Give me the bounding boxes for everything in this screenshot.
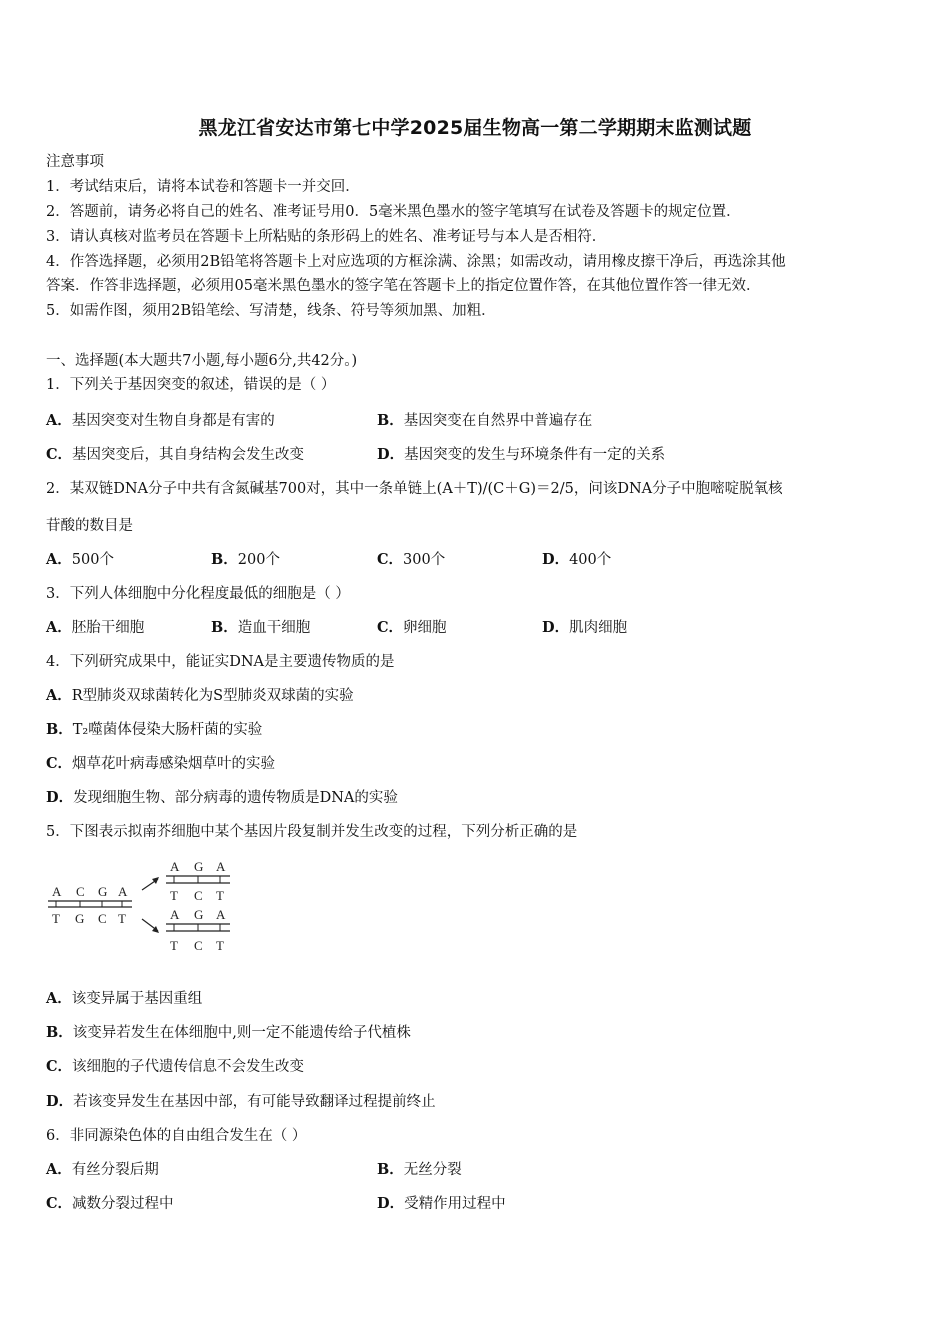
base-label: G xyxy=(75,911,85,926)
option-c: C．卵细胞 xyxy=(377,619,447,636)
question-stem: 2．某双链DNA分子中共有含氮碱基700对，其中一条单链上(A＋T)/(C＋G)＝2/5，问该DNA分子中胞嘧啶脱氧核 xyxy=(46,481,783,497)
question-stem: 4．下列研究成果中，能证实DNA是主要遗传物质的是 xyxy=(46,654,395,670)
question-stem: 1．下列关于基因突变的叙述，错误的是（ ） xyxy=(46,377,336,393)
question-stem: 6．非同源染色体的自由组合发生在（ ） xyxy=(46,1128,307,1144)
option-c: C．基因突变后，其自身结构会发生改变 xyxy=(46,446,305,463)
option-d: D．肌肉细胞 xyxy=(542,619,628,636)
notice-heading: 注意事项 xyxy=(46,154,104,170)
original-dna-segment xyxy=(48,884,132,926)
dna-replication-diagram xyxy=(46,855,236,959)
option-d: D．受精作用过程中 xyxy=(377,1195,506,1212)
base-label: A xyxy=(118,884,128,899)
base-label: A xyxy=(52,884,62,899)
option-d: D．发现细胞生物、部分病毒的遗传物质是DNA的实验 xyxy=(46,789,398,806)
base-label: G xyxy=(194,907,204,922)
option-a: A．有丝分裂后期 xyxy=(46,1161,159,1178)
base-label: T xyxy=(170,888,178,903)
option-a: A．500个 xyxy=(46,551,114,568)
option-c: C．该细胞的子代遗传信息不会发生改变 xyxy=(46,1058,305,1075)
daughter-dna-upper xyxy=(166,859,230,903)
option-b: B．造血干细胞 xyxy=(211,619,311,636)
notice-item: 1．考试结束后，请将本试卷和答题卡一并交回． xyxy=(46,179,360,195)
question-stem: 3．下列人体细胞中分化程度最低的细胞是（ ） xyxy=(46,586,350,602)
option-c: C．减数分裂过程中 xyxy=(46,1195,174,1212)
option-a: A．基因突变对生物自身都是有害的 xyxy=(46,412,275,429)
base-label: T xyxy=(118,911,126,926)
option-c: C．烟草花叶病毒感染烟草叶的实验 xyxy=(46,755,276,772)
base-label: T xyxy=(52,911,60,926)
option-b: B．无丝分裂 xyxy=(377,1161,462,1178)
notice-item: 5．如需作图，须用2B铅笔绘、写清楚，线条、符号等须加黑、加粗． xyxy=(46,303,496,319)
notice-item: 4．作答选择题，必须用2B铅笔将答题卡上对应选项的方框涂满、涂黑；如需改动，请用橡皮擦干净后，再选涂其他 xyxy=(46,254,786,270)
daughter-dna-lower xyxy=(166,907,230,953)
option-b: B．T₂噬菌体侵染大肠杆菌的实验 xyxy=(46,721,263,738)
base-label: T xyxy=(216,938,224,953)
option-b: B．该变异若发生在体细胞中,则一定不能遗传给子代植株 xyxy=(46,1024,411,1041)
base-label: C xyxy=(76,884,85,899)
base-label: C xyxy=(98,911,107,926)
option-d: D．400个 xyxy=(542,551,612,568)
base-label: C xyxy=(194,888,203,903)
option-a: A．R型肺炎双球菌转化为S型肺炎双球菌的实验 xyxy=(46,687,354,704)
notice-item: 2．答题前，请务必将自己的姓名、准考证号用0．5毫米黑色墨水的签字笔填写在试卷及答题卡的规定位置． xyxy=(46,204,741,220)
option-d: D．若该变异发生在基因中部，有可能导致翻译过程提前终止 xyxy=(46,1093,436,1110)
page-title: 黑龙江省安达市第七中学2025届生物高一第二学期期末监测试题 xyxy=(198,117,752,139)
option-b: B．200个 xyxy=(211,551,280,568)
option-a: A．该变异属于基因重组 xyxy=(46,990,203,1007)
base-label: T xyxy=(170,938,178,953)
option-c: C．300个 xyxy=(377,551,446,568)
option-d: D．基因突变的发生与环境条件有一定的关系 xyxy=(377,446,666,463)
option-a: A．胚胎干细胞 xyxy=(46,619,145,636)
option-b: B．基因突变在自然界中普遍存在 xyxy=(377,412,593,429)
base-label: C xyxy=(194,938,203,953)
base-label: A xyxy=(170,907,180,922)
arrow-icon xyxy=(142,919,159,933)
notice-item: 3．请认真核对监考员在答题卡上所粘贴的条形码上的姓名、准考证号与本人是否相符． xyxy=(46,229,607,245)
base-label: G xyxy=(194,859,204,874)
base-label: A xyxy=(216,859,226,874)
question-stem: 5．下图表示拟南芥细胞中某个基因片段复制并发生改变的过程，下列分析正确的是 xyxy=(46,824,578,840)
question-stem-continued: 苷酸的数目是 xyxy=(46,518,133,534)
arrow-icon xyxy=(142,877,159,890)
notice-item: 答案．作答非选择题，必须用05毫米黑色墨水的签字笔在答题卡上的指定位置作答，在其他位置作答一律无效． xyxy=(46,278,761,294)
base-label: G xyxy=(98,884,108,899)
base-label: A xyxy=(170,859,180,874)
section-heading: 一、选择题(本大题共7小题,每小题6分,共42分。) xyxy=(46,353,358,369)
base-label: T xyxy=(216,888,224,903)
base-label: A xyxy=(216,907,226,922)
